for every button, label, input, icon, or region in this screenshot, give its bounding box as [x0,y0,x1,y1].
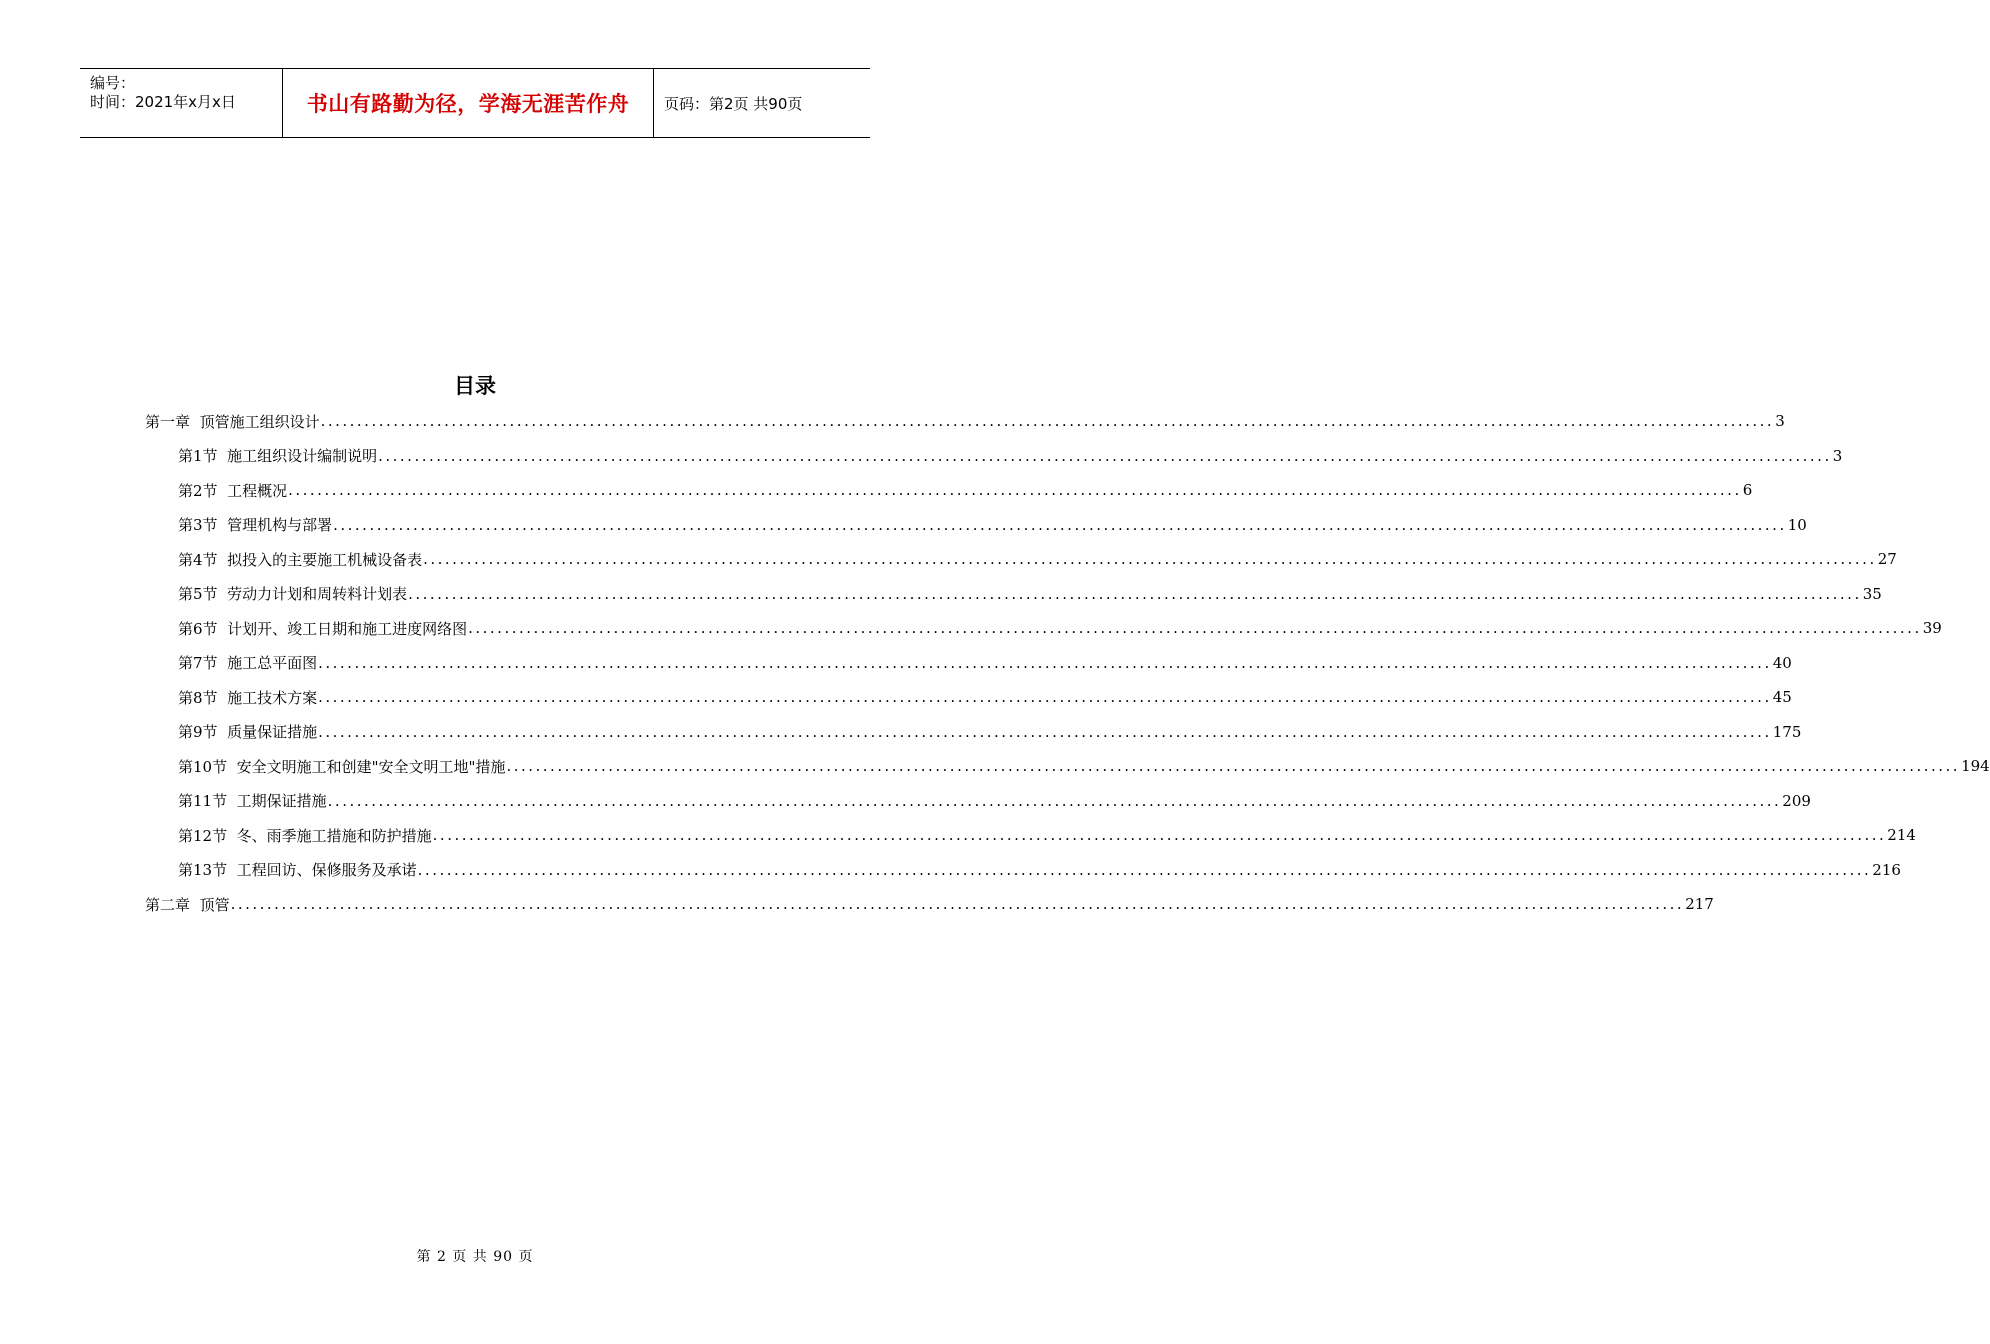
toc-entry-page: 40 [1772,653,1792,672]
toc-dot-leader: ........................................................................................................................................................................................................ [318,653,1772,672]
toc-entry[interactable] [145,784,1811,819]
toc-entry-label: 施工总平面图 [227,654,318,673]
toc-dot-leader: ........................................................................................................................................................................................................ [468,619,1922,638]
header-page-info-cell [654,69,870,137]
toc-entry-number: 第5节 [178,585,218,604]
toc-entry[interactable] [145,680,1792,715]
toc-dot-leader: ........................................................................................................................................................................................................ [288,481,1742,500]
toc-entry-number: 第13节 [178,861,228,880]
toc-title: 目录 [454,374,496,398]
toc-entry-page: 175 [1772,722,1802,741]
toc-dot-leader: ........................................................................................................................................................................................................ [408,584,1862,603]
toc-entry-number: 第7节 [178,654,218,673]
toc-entry-page: 27 [1877,550,1897,569]
toc-entry-number: 第9节 [178,723,218,742]
toc-entry-page: 39 [1922,619,1942,638]
toc-entry-number: 第3节 [178,516,218,535]
toc-dot-leader: ........................................................................................................................................................................................................ [333,515,1787,534]
toc-entry[interactable] [145,577,1882,612]
toc-entry-number: 第1节 [178,447,218,466]
toc-entry-label: 施工组织设计编制说明 [227,447,378,466]
toc-entry-page: 3 [1775,412,1785,431]
toc-entry[interactable] [145,611,1942,646]
toc-dot-leader: ........................................................................................................................................................................................................ [432,826,1887,845]
toc-entry-page: 45 [1772,688,1792,707]
toc-entry-label: 冬、雨季施工措施和防护措施 [236,826,432,845]
toc-entry-number: 第二章 [145,895,191,914]
toc-entry[interactable] [145,542,1897,577]
toc-entry-label: 顶管施工组织设计 [199,412,320,431]
toc-entry-number: 第11节 [178,792,228,811]
toc-entry-label: 拟投入的主要施工机械设备表 [227,550,423,569]
toc-entry-page: 3 [1832,446,1843,465]
page-footer: 第 2 页 共 90 页 [416,1249,534,1265]
toc-entry[interactable] [145,715,1802,750]
toc-entry-label: 劳动力计划和周转料计划表 [227,585,408,604]
toc-dot-leader: ........................................................................................................................................................................................................ [318,722,1772,741]
toc-entry-page: 6 [1742,481,1753,500]
toc-entry-page: 10 [1787,515,1807,534]
toc-entry-number: 第12节 [178,826,228,845]
document-date: 时间：2021年x月x日 [90,93,236,111]
toc-entry-number: 第一章 [145,412,191,431]
header-motto: 书山有路勤为径，学海无涯苦作舟 [306,92,630,116]
toc-entry[interactable] [145,508,1807,543]
toc-entry-label: 工期保证措施 [236,792,327,811]
toc-entry[interactable] [145,853,1901,888]
toc-entry-label: 质量保证措施 [227,723,318,742]
header-page-info: 页码：第2页 共90页 [664,94,803,113]
toc-dot-leader: ........................................................................................................................................................................................................ [230,895,1685,914]
toc-dot-leader: ........................................................................................................................................................................................................ [318,688,1772,707]
page-header [80,68,870,138]
toc-entry[interactable] [145,646,1792,681]
toc-entry-page: 194 [1961,757,1990,776]
toc-entry-number: 第4节 [178,550,218,569]
toc-entry[interactable] [145,473,1753,508]
toc-entry-page: 209 [1782,791,1811,810]
toc-dot-leader: ........................................................................................................................................................................................................ [320,412,1775,431]
toc-entry-label: 顶管 [199,895,230,914]
toc-entry-label: 计划开、竣工日期和施工进度网络图 [227,619,468,638]
toc-entry-number: 第10节 [178,757,228,776]
toc-dot-leader: ........................................................................................................................................................................................................ [327,791,1782,810]
toc-entry-number: 第2节 [178,481,218,500]
toc-entry-label: 施工技术方案 [227,688,318,707]
toc-entry-page: 214 [1887,826,1916,845]
toc-entry-page: 35 [1862,584,1882,603]
toc-entry-number: 第8节 [178,688,218,707]
toc-entry[interactable] [145,404,1785,439]
toc-entry[interactable] [145,439,1843,474]
toc-entry[interactable] [145,818,1916,853]
toc-dot-leader: ........................................................................................................................................................................................................ [417,860,1872,879]
toc-entry-label: 工程回访、保修服务及承诺 [236,861,417,880]
toc-entry-label: 管理机构与部署 [227,516,333,535]
toc-entry-page: 217 [1685,895,1714,914]
toc-entry[interactable] [145,749,1990,784]
table-of-contents [145,404,1990,922]
toc-entry[interactable] [145,887,1714,922]
toc-entry-label: 工程概况 [227,481,288,500]
toc-dot-leader: ........................................................................................................................................................................................................ [506,757,1961,776]
toc-entry-label: 安全文明施工和创建"安全文明工地"措施 [236,757,506,776]
toc-entry-page: 216 [1872,860,1901,879]
toc-entry-number: 第6节 [178,619,218,638]
toc-dot-leader: ........................................................................................................................................................................................................ [423,550,1877,569]
document-number-label: 编号： [90,74,136,92]
header-meta [80,69,282,137]
toc-dot-leader: ........................................................................................................................................................................................................ [378,446,1832,465]
header-motto-cell [282,69,654,137]
